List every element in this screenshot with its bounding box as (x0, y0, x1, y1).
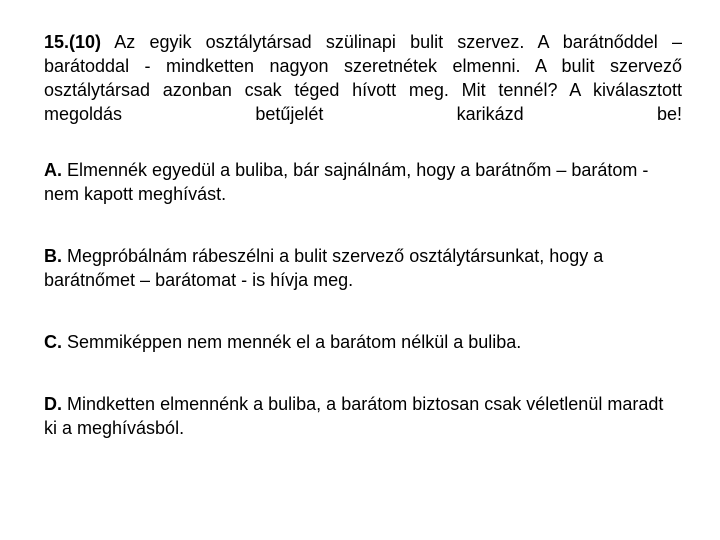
question-number: 15.(10) (44, 32, 102, 52)
option-d-text: Mindketten elmennénk a buliba, a barátom biztosan csak véletlenül maradt ki a meghívásból. (44, 394, 664, 438)
question-text: Az egyik osztálytársad szülinapi bulit szervez. A barátnőddel – barátoddal - mindketten nagyon szeretnétek elmenni. A bulit szervező osztálytársad azonban csak téged hívott meg. Mit tennél? A kiválasztott megoldás betűjelét karikázd be! (44, 32, 682, 124)
option-c-text: Semmiképpen nem mennék el a barátom nélkül a buliba. (67, 332, 522, 352)
option-d-letter: D. (44, 394, 62, 414)
option-c-letter: C. (44, 332, 62, 352)
option-b-letter: B. (44, 246, 62, 266)
option-c[interactable] (44, 330, 682, 354)
option-d[interactable] (44, 392, 682, 440)
option-a[interactable] (44, 158, 682, 206)
option-b-text: Megpróbálnám rábeszélni a bulit szervező osztálytársunkat, hogy a barátnőmet – barátomat - is hívja meg. (44, 246, 604, 290)
worksheet-page (44, 30, 682, 440)
option-a-letter: A. (44, 160, 62, 180)
option-b[interactable] (44, 244, 682, 292)
option-a-text: Elmennék egyedül a buliba, bár sajnálnám, hogy a barátnőm – barátom - nem kapott meghívást. (44, 160, 649, 204)
question-paragraph (44, 30, 682, 126)
